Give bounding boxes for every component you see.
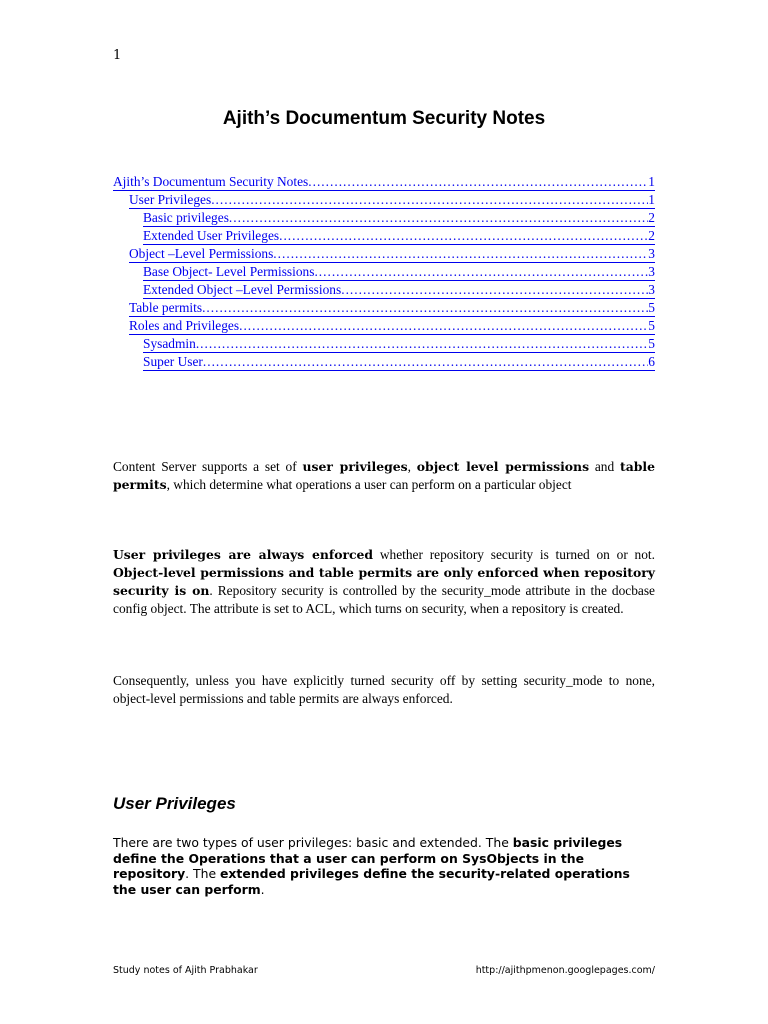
toc-entry-basic-privileges[interactable] (143, 209, 655, 227)
intro-paragraph (113, 458, 655, 494)
toc-entry-label: Sysadmin (143, 336, 196, 351)
user-privileges-text: . (260, 881, 265, 897)
toc-leader-dots (202, 299, 648, 317)
toc-entry-label: Roles and Privileges (129, 318, 240, 333)
toc-entry-table-permits[interactable] (129, 299, 655, 317)
toc-leader-dots (229, 209, 648, 227)
toc-entry-label: Basic privileges (143, 210, 229, 225)
toc-entry-label: Extended Object –Level Permissions (143, 282, 342, 297)
toc-entry-security-notes[interactable] (113, 173, 655, 191)
toc-entry-sysadmin[interactable] (143, 335, 655, 353)
intro-bold-user-privileges: user privileges (302, 459, 408, 474)
toc-entry-label: User Privileges (129, 192, 212, 207)
toc-entry-super-user[interactable] (143, 353, 655, 371)
toc-entry-label: Object –Level Permissions (129, 246, 274, 261)
toc-entry-page: 2 (648, 210, 655, 225)
toc-entry-label: Base Object- Level Permissions (143, 264, 315, 279)
toc-leader-dots (203, 353, 648, 371)
toc-leader-dots (211, 191, 648, 209)
toc-leader-dots (196, 335, 648, 353)
intro-bold-object-level-permissions: object level permissions (416, 459, 590, 474)
document-title: Ajith’s Documentum Security Notes (222, 108, 546, 129)
enforcement-text: . Repository security is controlled by the security_mode attribute in the docbase config object. The attribute is set to ACL, which turns on security, when a repository is created. (113, 583, 656, 616)
enforcement-paragraph (113, 546, 655, 618)
toc-entry-extended-object-level-permissions[interactable] (143, 281, 655, 299)
toc-leader-dots (239, 317, 648, 335)
user-privileges-bold-extended: extended privileges define the security-related operations the user can perform (113, 866, 630, 897)
intro-text: , which determine what operations a user can perform on a particular object (166, 477, 572, 492)
consequently-paragraph: Consequently, unless you have explicitly turned security off by setting security_mode to none, object-level permissions and table permits are always enforced. (113, 673, 655, 706)
toc-entry-page: 3 (648, 282, 655, 297)
toc-entry-page: 5 (648, 300, 655, 315)
page-number: 1 (113, 48, 122, 63)
toc-entry-label: Ajith’s Documentum Security Notes (113, 174, 309, 189)
footer-url[interactable]: http://ajithpmenon.googlepages.com/ (475, 965, 655, 976)
toc-entry-page: 5 (648, 336, 655, 351)
toc-entry-extended-user-privileges[interactable] (143, 227, 655, 245)
toc-leader-dots (273, 245, 648, 263)
toc-leader-dots (308, 173, 648, 191)
intro-text: Content Server supports a set of (113, 459, 303, 474)
enforcement-bold-object-level: Object-level permissions and table permits are only enforced when repository security is on (113, 565, 655, 598)
toc-entry-base-object-level-permissions[interactable] (143, 263, 655, 281)
toc-entry-label: Table permits (129, 300, 203, 315)
enforcement-text: whether repository security is turned on or not. (373, 547, 655, 562)
toc-leader-dots (341, 281, 648, 299)
enforcement-bold-user-privileges: User privileges are always enforced (113, 547, 374, 562)
toc-entry-roles-and-privileges[interactable] (129, 317, 655, 335)
intro-text: , (407, 459, 417, 474)
toc-entry-page: 3 (648, 246, 655, 261)
toc-entry-page: 1 (648, 192, 655, 207)
intro-text: and (589, 459, 620, 474)
toc-entry-label: Super User (143, 354, 203, 369)
toc-leader-dots (314, 263, 648, 281)
table-of-contents (113, 173, 655, 371)
toc-entry-page: 3 (648, 264, 655, 279)
intro-bold-table-permits: table permits (113, 459, 655, 492)
toc-entry-user-privileges[interactable] (129, 191, 655, 209)
toc-leader-dots (279, 227, 648, 245)
toc-entry-page: 2 (648, 228, 655, 243)
toc-entry-object-level-permissions[interactable] (129, 245, 655, 263)
toc-entry-label: Extended User Privileges (143, 228, 280, 243)
user-privileges-text: . The (185, 866, 221, 881)
toc-entry-page: 1 (648, 174, 655, 189)
toc-entry-page: 6 (648, 354, 655, 369)
section-heading-user-privileges: User Privileges (113, 794, 236, 813)
user-privileges-paragraph (113, 835, 643, 897)
user-privileges-bold-basic: basic privileges define the Operations that a user can perform on SysObjects in the repository (113, 835, 623, 881)
user-privileges-text: There are two types of user privileges: basic and extended. The (113, 835, 513, 850)
footer-author: Study notes of Ajith Prabhakar (113, 965, 258, 976)
toc-entry-page: 5 (648, 318, 655, 333)
